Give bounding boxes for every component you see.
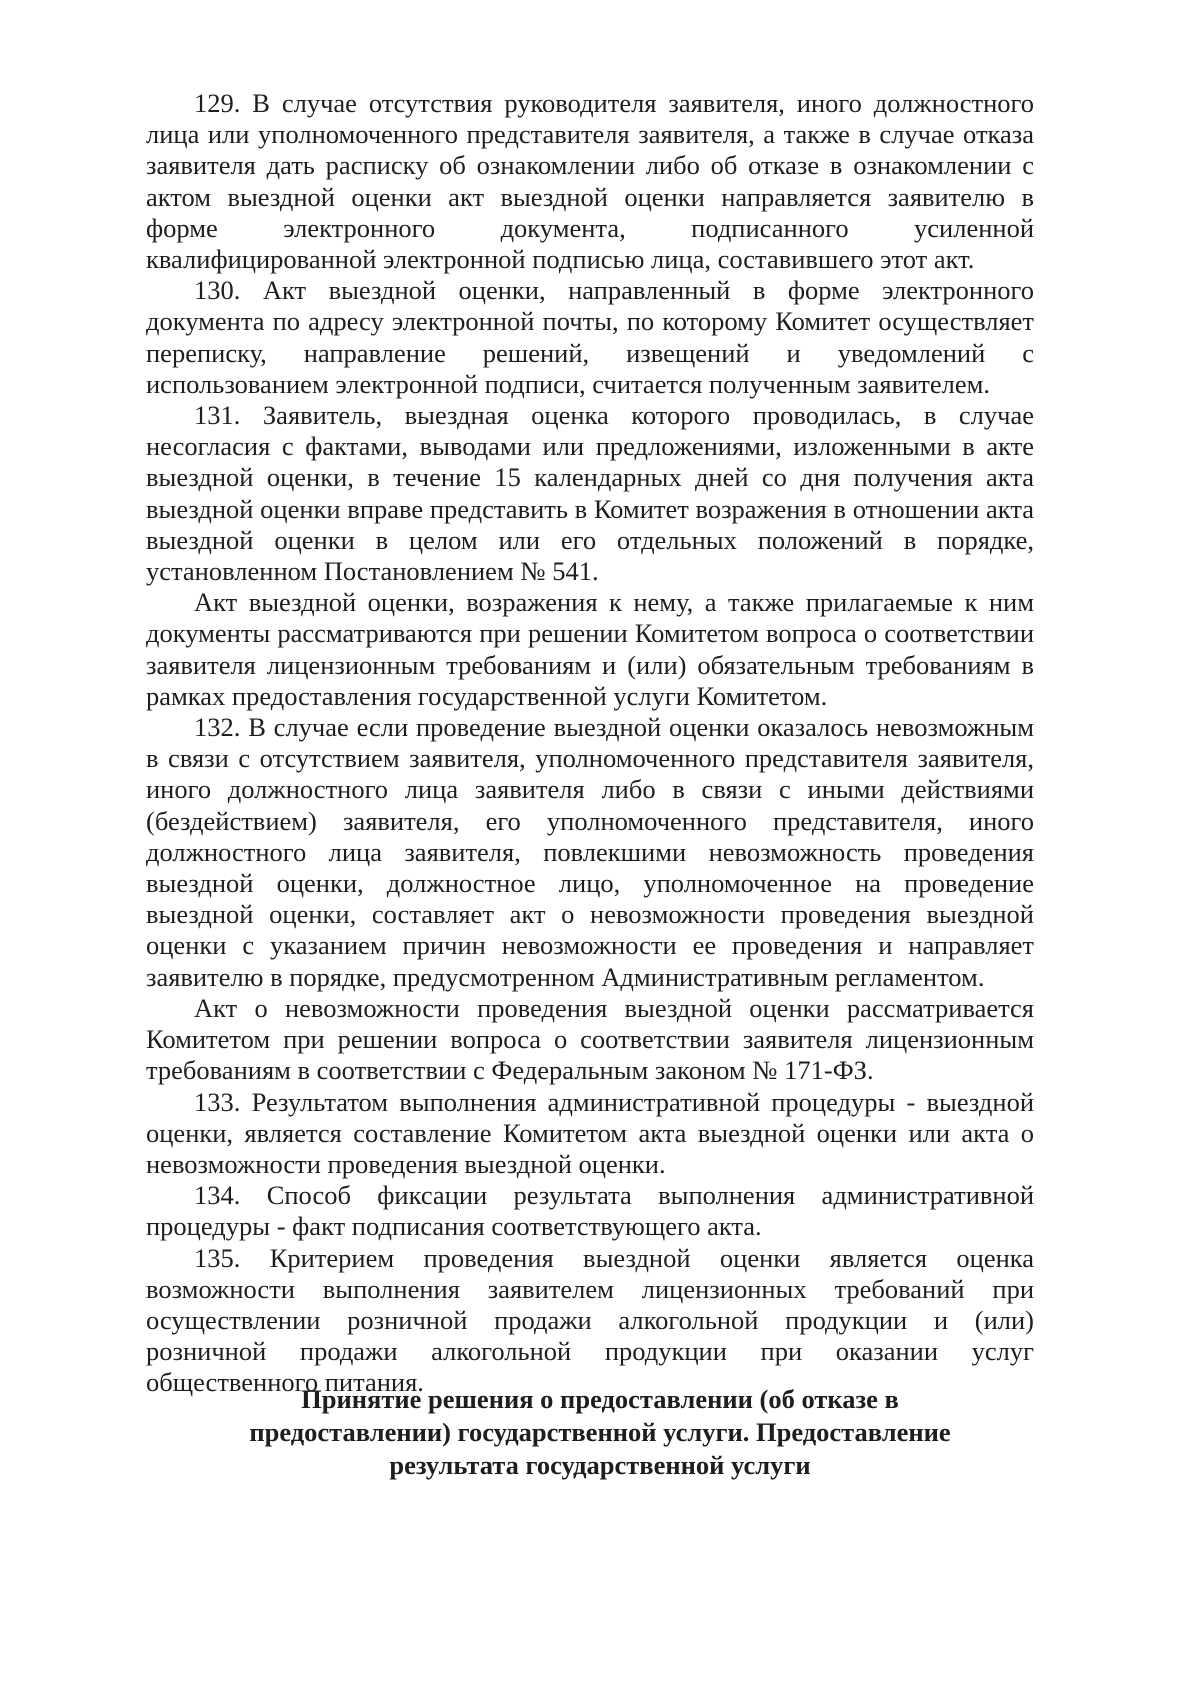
section-heading-line-3: результата государственной услуги [389, 1450, 811, 1480]
document-body [146, 88, 1034, 1399]
paragraph-130: 130. Акт выездной оценки, направленный в форме электронного документа по адресу электронной почты, по которому Комитет осуществляет переписку, направление решений, извещений и уведомлений с использованием электронной подписи, считается полученным заявителем. [146, 275, 1034, 399]
paragraph-131: 131. Заявитель, выездная оценка которого проводилась, в случае несогласия с фактами, выводами или предложениями, изложенными в акте выездной оценки, в течение 15 календарных дней со дня получения акта выездной оценки вправе представить в Комитет возражения в отношении акта выездной оценки в целом или его отдельных положений в порядке, установленном Постановлением № 541. [146, 400, 1034, 587]
paragraph-135: 135. Критерием проведения выездной оценки является оценка возможности выполнения заявителем лицензионных требований при осуществлении розничной продажи алкогольной продукции и (или) розничной продажи алкогольной продукции при оказании услуг общественного питания. [146, 1242, 1034, 1398]
section-heading [210, 1383, 990, 1482]
section-heading-line-1: Принятие решения о предоставлении (об отказе в [301, 1384, 899, 1414]
paragraph-129: 129. В случае отсутствия руководителя заявителя, иного должностного лица или уполномоченного представителя заявителя, а также в случае отказа заявителя дать расписку об ознакомлении либо об отказе в ознакомлении с актом выездной оценки акт выездной оценки направляется заявителю в форме электронного документа, подписанного усиленной квалифицированной электронной подписью лица, составившего этот акт. [146, 88, 1034, 275]
paragraph-132: 132. В случае если проведение выездной оценки оказалось невозможным в связи с отсутствием заявителя, уполномоченного представителя заявителя, иного должностного лица заявителя либо в связи с иными действиями (бездействием) заявителя, его уполномоченного представителя, иного должностного лица заявителя, повлекшими невозможность проведения выездной оценки, должностное лицо, уполномоченное на проведение выездной оценки, составляет акт о невозможности проведения выездной оценки с указанием причин невозможности ее проведения и направляет заявителю в порядке, предусмотренном Административным регламентом. [146, 712, 1034, 992]
paragraph-134: 134. Способ фиксации результата выполнения административной процедуры - факт подписания соответствующего акта. [146, 1180, 1034, 1242]
section-heading-line-2: предоставлении) государственной услуги. Предоставление [249, 1417, 951, 1447]
paragraph-132-continuation: Акт о невозможности проведения выездной оценки рассматривается Комитетом при решении вопроса о соответствии заявителя лицензионным требованиям в соответствии с Федеральным законом № 171-ФЗ. [146, 992, 1034, 1086]
paragraph-133: 133. Результатом выполнения административной процедуры - выездной оценки, является составление Комитетом акта выездной оценки или акта о невозможности проведения выездной оценки. [146, 1086, 1034, 1179]
paragraph-131-continuation: Акт выездной оценки, возражения к нему, а также прилагаемые к ним документы рассматриваются при решении Комитетом вопроса о соответствии заявителя лицензионным требованиям и (или) обязательным требованиям в рамках предоставления государственной услуги Комитетом. [146, 587, 1034, 711]
